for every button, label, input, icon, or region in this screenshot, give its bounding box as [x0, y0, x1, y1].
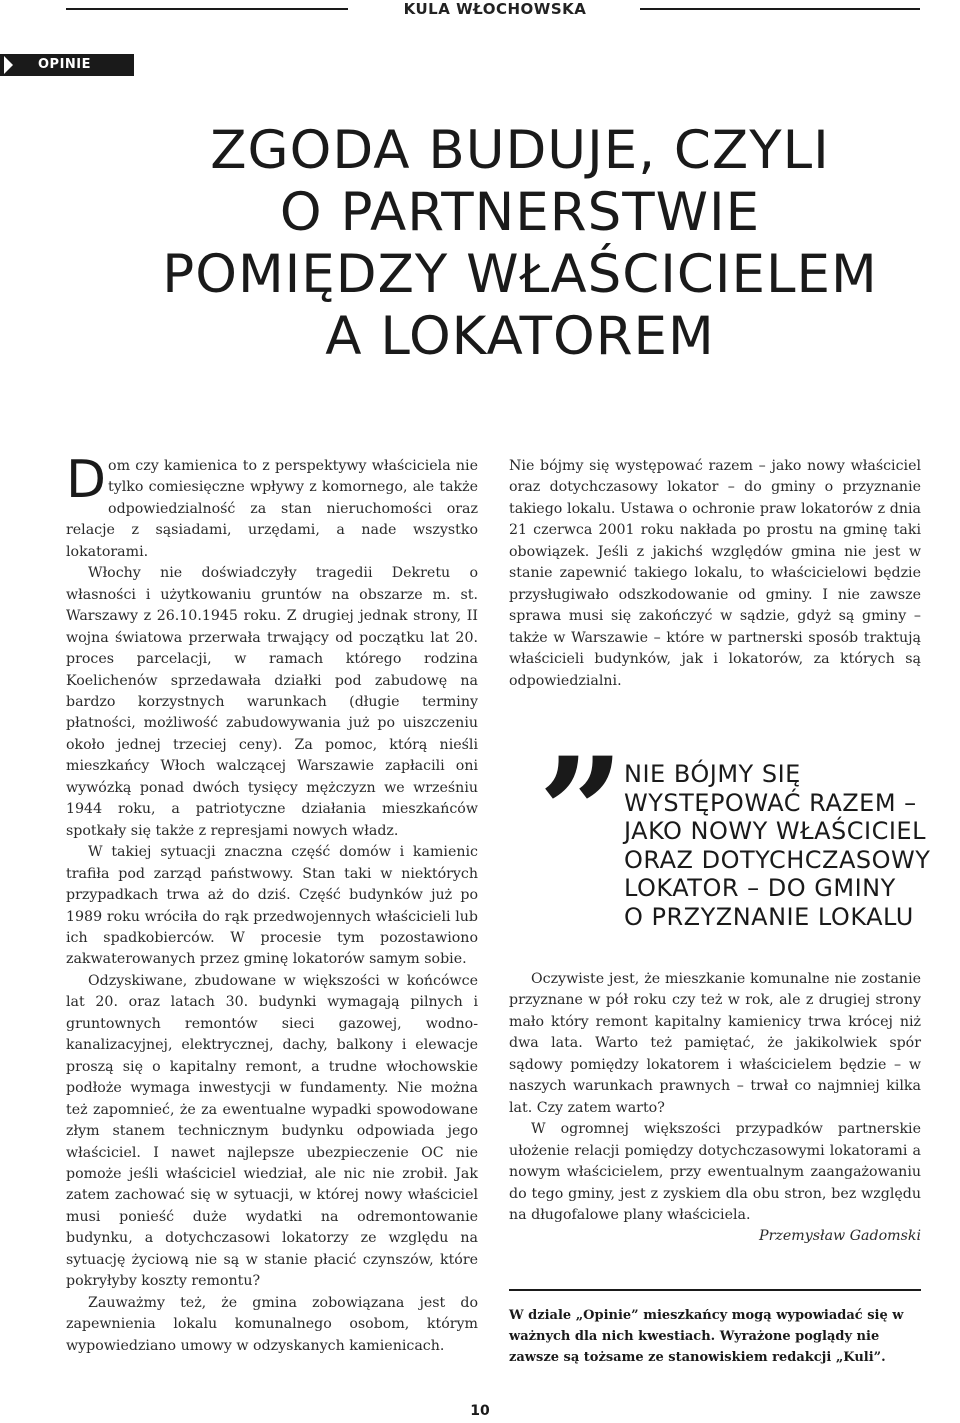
editorial-note-divider — [509, 1289, 921, 1291]
article-paragraph: Odzyskiwane, zbudowane w większości w końcówce lat 20. oraz latach 30. budynki wymagają pilnych i gruntownych remontów sieci gazowej, wodno-kanalizacyjnej, elektrycznej, dachy, balkony i elewacje proszą się o kapitalny remont, a trudne włochowskie podłoże wymaga inwestycji w fundamenty. Nie można też zapomnieć, że za ewentualne wypadki spowodowane złym stanem technicznym budynku odpowiada jego właściciel. I nawet najlepsze ubezpieczenie OC nie pomoże jeśli właściciel wiedział, ale nic nie zrobił. Jak zatem zachować się w sytuacji, w której nowy właściciel musi ponieść duże wydatki na odremontowanie budynku, a dotychczasowi lokatorzy ze względu na sytuację życiową nie są w stanie płacić czynszów, które pokryłyby koszty remontu? — [66, 972, 478, 1290]
article-paragraph: W takiej sytuacji znaczna część domów i kamienic trafiła pod zarząd państwowy. Stan taki w niektórych przypadkach trwa aż do dziś. Część budynków już po 1989 roku wróciła do rąk przedwojennych właścicieli lub ich spadkobierców. W procesie tym pozostawiono zakwaterowanych przez gminę lokatorów samym sobie. — [66, 844, 478, 968]
article-paragraph: Nie bójmy się występować razem – jako nowy właściciel oraz dotychczasowy lokator – do gminy o przyznanie takiego lokalu. Ustawa o ochronie praw lokatorów z dnia 21 czerwca 2001 roku nakłada po prostu na gminę taki obowiązek. Jeśli z jakichś względów gmina nie jest w stanie zapewnić takiego lokalu, to właścicielowi będzie przysługiwało odszkodowanie od gminy. I nie zawsze sprawa musi się zakończyć w sądzie, gdyż są gminy – także w Warszawie – które w partnerski sposób traktują właścicieli budynków, jak i lokatorów, za których są odpowiedzialni. — [509, 458, 921, 689]
paragraph-text: om czy kamienica to z perspektywy właściciela nie tylko comiesięczne wpływy z komornego, ale także odpowiedzialność za stan nieruchomości oraz relacje z sąsiadami, urzędami, a nade wszystko lokatorami. — [66, 458, 478, 560]
section-tag — [0, 54, 134, 76]
pull-quote-line: WYSTĘPOWAĆ RAZEM – — [624, 788, 917, 817]
header-rule-left — [66, 8, 348, 10]
article-column-right-top — [509, 456, 921, 692]
headline-line: POMIĘDZY WŁAŚCICIELEM — [162, 244, 878, 305]
article-headline — [80, 120, 960, 368]
pull-quote-line: ORAZ DOTYCHCZASOWY — [624, 845, 931, 874]
author-signature: Przemysław Gadomski — [759, 1228, 921, 1245]
headline-line: O PARTNERSTWIE — [279, 182, 761, 243]
headline-line: ZGODA BUDUJE, CZYLI — [210, 120, 830, 181]
pull-quote-line: JAKO NOWY WŁAŚCICIEL — [624, 817, 926, 845]
section-label: OPINIE — [38, 57, 92, 72]
article-paragraph: Zauważmy też, że gmina zobowiązana jest do zapewnienia lokalu komunalnego osobom, którym wypowiedziano umowy w odzyskanych kamienicach. — [66, 1294, 478, 1354]
page-number: 10 — [470, 1403, 490, 1419]
header-rule-right — [640, 8, 920, 10]
article-paragraph: Włochy nie doświadczyły tragedii Dekretu o własności i użytkowaniu gruntów na obszarze m. st. Warszawy z 26.10.1945 roku. Z drugiej jednak strony, II wojna światowa przerwała trwający od początku lat 20. proces parcelacji, w ramach którego rodzina Koelichenów sprzedawała działki pod zabudowę na bardzo korzystnych warunkach (długie terminy płatności, możliwość zabudowywania już po uiszczeniu około jednej trzeciej ceny). Za pomoc, którą nieśli mieszkańcy Włoch walczącej Warszawie zapłacili oni wywózką ponad dwóch tysięcy mężczyzn we wrześniu 1944 roku, a patriotyczne działania mieszkańców spotkały się także z represjami nowych władz. — [66, 565, 478, 839]
pull-quote-line: LOKATOR – DO GMINY — [624, 874, 896, 902]
drop-cap: D — [66, 450, 107, 510]
headline-line: A LOKATOREM — [325, 306, 715, 367]
pull-quote — [624, 760, 960, 931]
article-column-right-bottom — [509, 969, 921, 1248]
publication-title: KULA WŁOCHOWSKA — [403, 0, 587, 18]
pull-quote-line: O PRZYZNANIE LOKALU — [624, 902, 914, 931]
article-paragraph: Oczywiste jest, że mieszkanie komunalne nie zostanie przyznane w pół roku czy też w rok, ale z drugiej strony mało który remont kapitalny kamienicy trwa krócej niż dwa lata. Warto też pamiętać, że jakikolwiek spór sądowy pomiędzy lokatorem i właścicielem będzie – w naszych warunkach prawnych – trwał co najmniej kilka lat. Czy zatem warto? — [509, 971, 921, 1116]
article-paragraph — [66, 450, 478, 563]
pull-quote-line: NIE BÓJMY SIĘ — [624, 760, 801, 788]
quote-mark-icon: ” — [538, 725, 625, 901]
article-paragraph: W ogromnej większości przypadków partnerskie ułożenie relacji pomiędzy dotychczasowymi lokatorami a nowym właścicielem, przy ewentualnym zaangażowaniu do tego gminy, jest z zyskiem dla obu stron, bez względu na długofalowe plany właściciela. — [509, 1121, 921, 1223]
editorial-note: W dziale „Opinie” mieszkańcy mogą wypowiadać się w ważnych dla nich kwestiach. Wyrażone poglądy nie zawsze są tożsame ze stanowiskiem redakcji „Kuli”. — [509, 1308, 904, 1365]
arrow-icon — [4, 56, 13, 74]
article-column-left — [66, 450, 478, 1357]
